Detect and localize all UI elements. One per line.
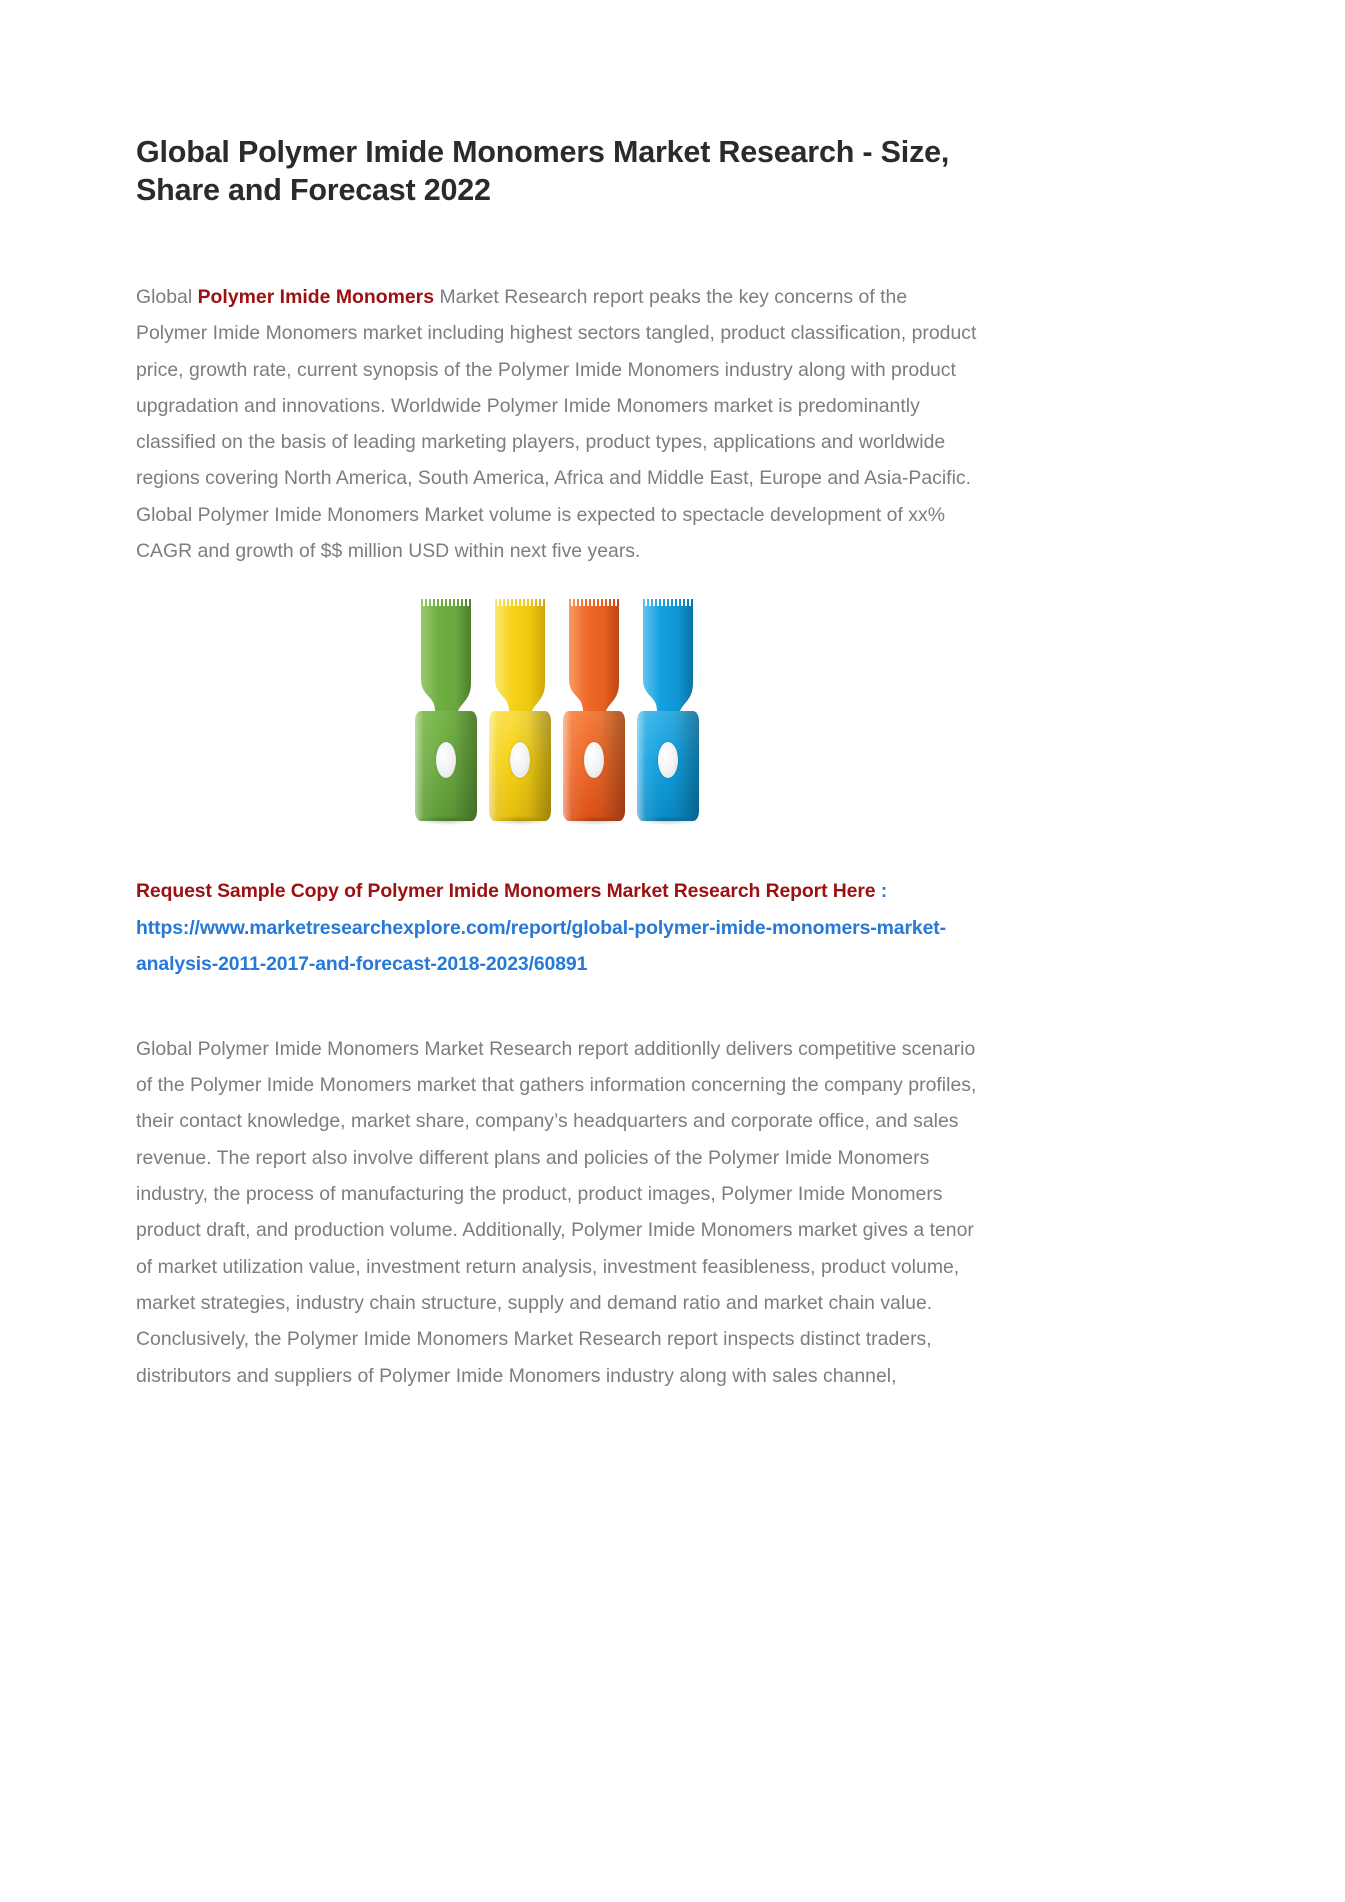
tape-strip-shape	[569, 599, 619, 727]
tape-torn-edge	[495, 599, 545, 606]
figure-container	[136, 569, 978, 821]
blue-tape-roll	[637, 599, 699, 821]
tape-torn-edge	[643, 599, 693, 606]
yellow-tape-roll	[489, 599, 551, 821]
report-sample-link[interactable]: https://www.marketresearchexplore.com/report/global-polymer-imide-monomers-market-analysis-2011-2017-and-forecast-2018-2023/60891	[136, 916, 947, 976]
page-title: Global Polymer Imide Monomers Market Research - Size, Share and Forecast 2022	[136, 135, 950, 207]
orange-tape-roll	[563, 599, 625, 821]
tape-strip-shape	[421, 599, 471, 727]
tape-torn-edge	[421, 599, 471, 606]
tape-strip-shape	[643, 599, 693, 727]
tape-torn-edge	[569, 599, 619, 606]
highlighted-keyword: Polymer Imide Monomers	[197, 286, 435, 308]
intro-paragraph	[136, 209, 978, 569]
cta-separator: :	[875, 880, 888, 903]
intro-lead-text: Global	[136, 286, 198, 308]
closing-paragraph: Global Polymer Imide Monomers Market Research report additionlly delivers competitive scenario of the Polymer Imide Monomers market that gathers information concerning the company profiles, their contact knowledge, market share, company’s headquarters and corporate office, and sales revenue. The report also involve different plans and policies of the Polymer Imide Monomers industry, the process of manufacturing the product, product images, Polymer Imide Monomers product draft, and production volume. Additionally, Polymer Imide Monomers market gives a tenor of market utilization value, investment return analysis, investment feasibleness, product volume, market strategies, industry chain structure, supply and demand ratio and market chain value. Conclusively, the Polymer Imide Monomers Market Research report inspects distinct traders, distributors and suppliers of Polymer Imide Monomers industry along with sales channel,	[136, 1037, 977, 1387]
green-tape-roll	[415, 599, 477, 821]
intro-body-text: Market Research report peaks the key concerns of the Polymer Imide Monomers market including highest sectors tangled, product classification, product price, growth rate, current synopsis of the Polymer Imide Monomers industry along with product upgradation and innovations. Worldwide Polymer Imide Monomers market is predominantly classified on the basis of leading marketing players, product types, applications and worldwide regions covering North America, South America, Africa and Middle East, Europe and Asia-Pacific. Global Polymer Imide Monomers Market volume is expected to spectacle development of xx% CAGR and growth of $$ million USD within next five years.	[136, 286, 977, 563]
cta-heading-text: Request Sample Copy of Polymer Imide Monomers Market Research Report Here	[136, 880, 876, 903]
document-content	[136, 0, 978, 1394]
adhesive-tape-rolls-illustration	[415, 599, 699, 821]
tape-strip-shape	[495, 599, 545, 727]
request-sample-cta	[136, 821, 978, 983]
